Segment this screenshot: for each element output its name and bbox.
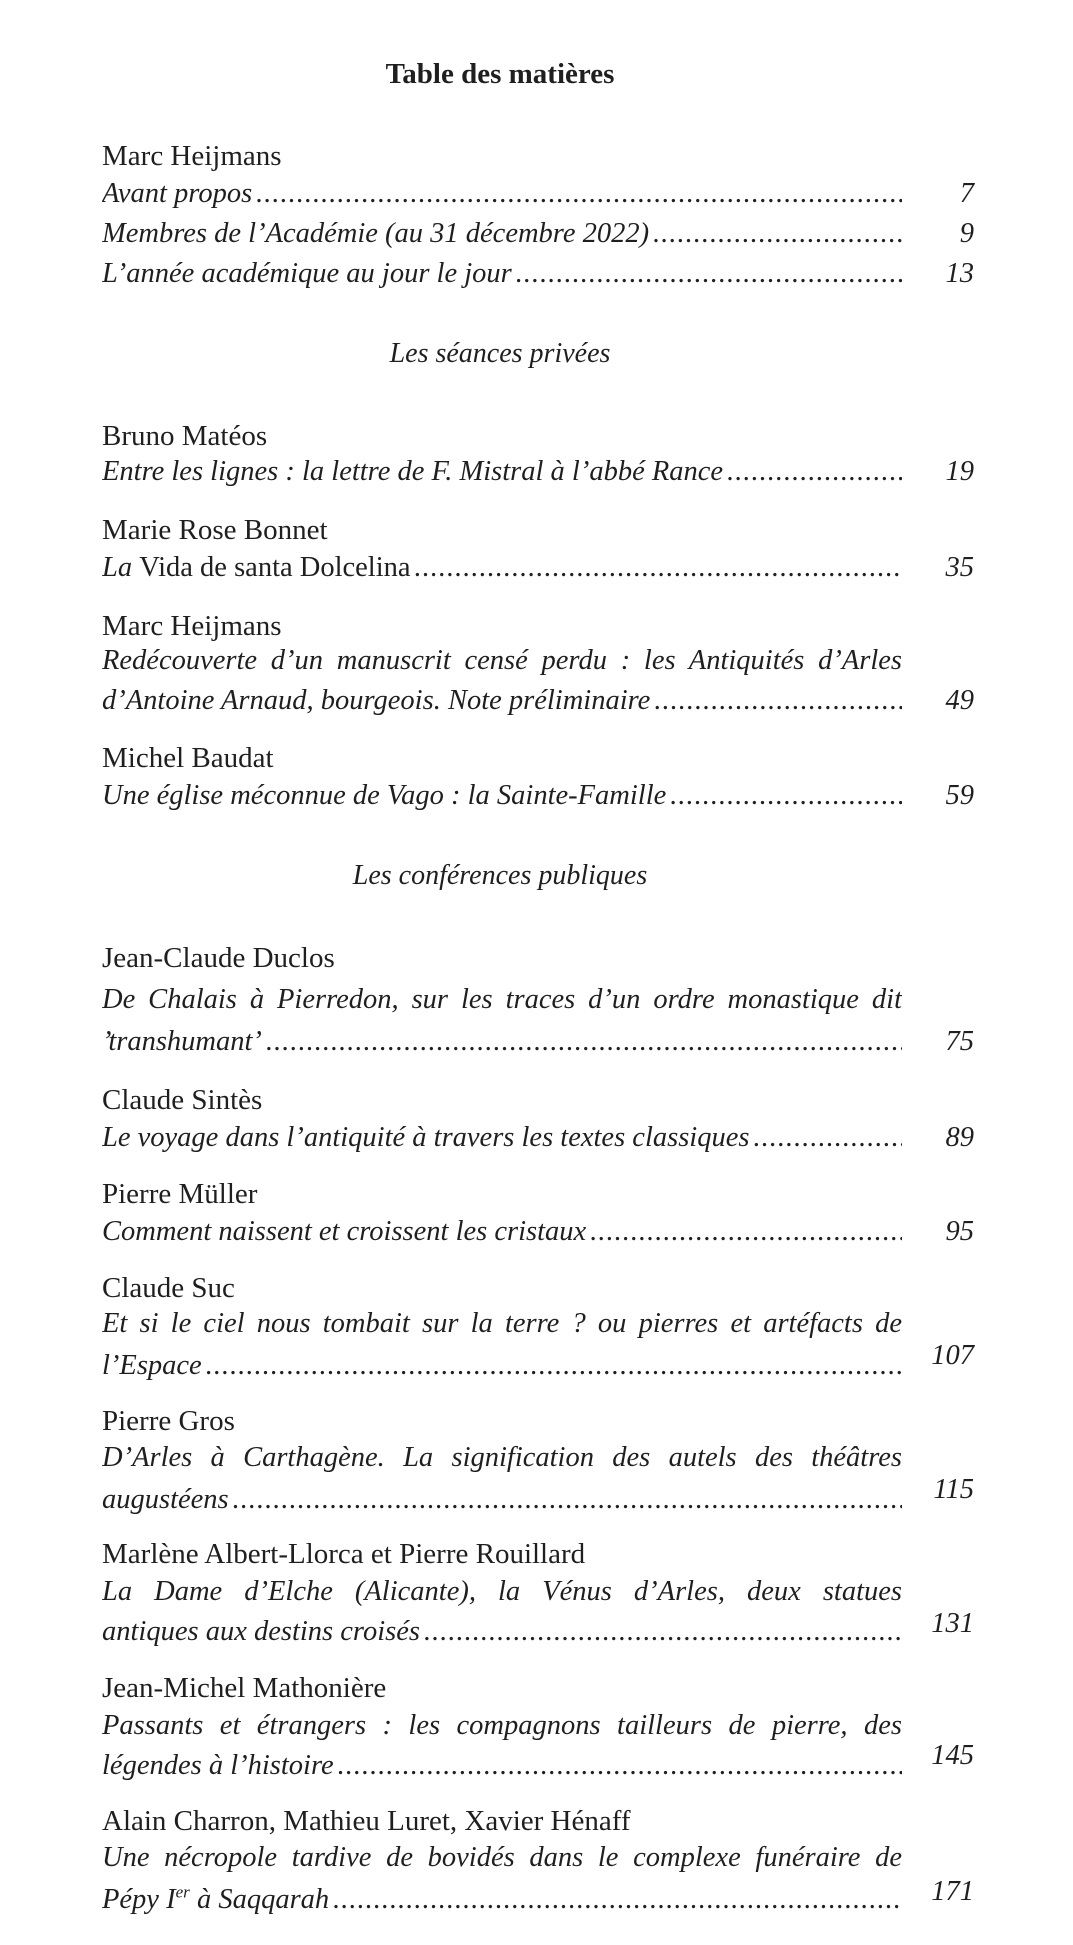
page-number: 35 xyxy=(945,552,974,583)
page-number: 59 xyxy=(945,780,974,811)
page-title: Table des matières xyxy=(385,58,615,90)
entry-author: Marc Heijmans xyxy=(102,140,282,172)
entry-author: Alain Charron, Mathieu Luret, Xavier Hénaff xyxy=(102,1805,631,1837)
dot-leader xyxy=(338,1750,902,1782)
toc-entry-title: Et si le ciel nous tombait sur la terre ? ou pierres et artéfacts de xyxy=(102,1308,902,1339)
toc-entry-title: augustéens ..... xyxy=(102,1484,902,1516)
toc-entry-title: L’année académique au jour le jour ..... xyxy=(102,258,902,290)
toc-entry-title: Membres de l’Académie (au 31 décembre 2022) ..... xyxy=(102,218,902,250)
toc-entry-title: Une église méconnue de Vago : la Sainte-Famille ..... xyxy=(102,780,902,812)
page-number: 95 xyxy=(945,1216,974,1247)
toc-entry-title: Une nécropole tardive de bovidés dans le complexe funéraire de xyxy=(102,1842,902,1873)
entry-author: Jean-Claude Duclos xyxy=(102,942,335,974)
entry-author: Jean-Michel Mathonière xyxy=(102,1672,387,1704)
page-number: 89 xyxy=(945,1122,974,1153)
page-number: 171 xyxy=(931,1876,974,1907)
page-number: 115 xyxy=(933,1474,974,1505)
dot-leader xyxy=(654,685,902,717)
dot-leader xyxy=(233,1484,902,1516)
toc-entry-title: Pépy Ier à Saqqarah ..... xyxy=(102,1884,902,1916)
dot-leader xyxy=(266,1026,902,1058)
dot-leader xyxy=(424,1616,902,1648)
dot-leader xyxy=(333,1884,902,1916)
toc-entry-title: d’Antoine Arnaud, bourgeois. Note préliminaire ..... xyxy=(102,685,902,717)
section-heading: Les séances privées xyxy=(389,338,611,369)
toc-entry-title: Le voyage dans l’antiquité à travers les textes classiques ..... xyxy=(102,1122,902,1154)
page-number: 145 xyxy=(931,1740,974,1771)
toc-entry-title: Passants et étrangers : les compagnons tailleurs de pierre, des xyxy=(102,1710,902,1741)
dot-leader xyxy=(753,1122,902,1154)
entry-author: Claude Sintès xyxy=(102,1084,263,1116)
toc-entry-title: D’Arles à Carthagène. La signification des autels des théâtres xyxy=(102,1442,902,1473)
dot-leader xyxy=(670,780,902,812)
page-number: 49 xyxy=(945,685,974,716)
toc-entry-title: La Vida de santa Dolcelina ..... xyxy=(102,552,902,584)
entry-author: Pierre Müller xyxy=(102,1178,258,1210)
entry-author: Pierre Gros xyxy=(102,1405,235,1437)
entry-author: Marie Rose Bonnet xyxy=(102,514,328,546)
entry-author: Michel Baudat xyxy=(102,742,274,774)
page-number: 19 xyxy=(945,456,974,487)
dot-leader xyxy=(653,218,902,250)
entry-author: Marc Heijmans xyxy=(102,610,282,642)
toc-entry-title: Comment naissent et croissent les cristaux ..... xyxy=(102,1216,902,1248)
toc-entry-title: La Dame d’Elche (Alicante), la Vénus d’Arles, deux statues xyxy=(102,1576,902,1607)
page-number: 131 xyxy=(931,1608,974,1639)
dot-leader xyxy=(256,178,902,210)
dot-leader xyxy=(590,1216,902,1248)
toc-entry-title: Redécouverte d’un manuscrit censé perdu : les Antiquités d’Arles xyxy=(102,645,902,676)
dot-leader xyxy=(206,1350,902,1382)
entry-author: Marlène Albert-Llorca et Pierre Rouillard xyxy=(102,1538,586,1570)
toc-entry-title: l’Espace ..... xyxy=(102,1350,902,1382)
page-number: 75 xyxy=(945,1026,974,1057)
toc-entry-title: Avant propos ..... xyxy=(102,178,902,210)
entry-author: Claude Suc xyxy=(102,1272,235,1304)
dot-leader xyxy=(415,552,902,584)
toc-entry-title: Entre les lignes : la lettre de F. Mistral à l’abbé Rance ..... xyxy=(102,456,902,488)
toc-entry-title: De Chalais à Pierredon, sur les traces d’un ordre monastique dit xyxy=(102,984,902,1015)
dot-leader xyxy=(727,456,902,488)
page-number: 7 xyxy=(959,178,974,209)
entry-author: Bruno Matéos xyxy=(102,420,268,452)
toc-entry-title: antiques aux destins croisés ..... xyxy=(102,1616,902,1648)
section-heading: Les conférences publiques xyxy=(352,860,648,891)
page-number: 9 xyxy=(959,218,974,249)
toc-entry-title: ’transhumant’ ..... xyxy=(102,1026,902,1058)
page-number: 107 xyxy=(931,1340,974,1371)
toc-entry-title: légendes à l’histoire ..... xyxy=(102,1750,902,1782)
page-number: 13 xyxy=(945,258,974,289)
dot-leader xyxy=(516,258,902,290)
